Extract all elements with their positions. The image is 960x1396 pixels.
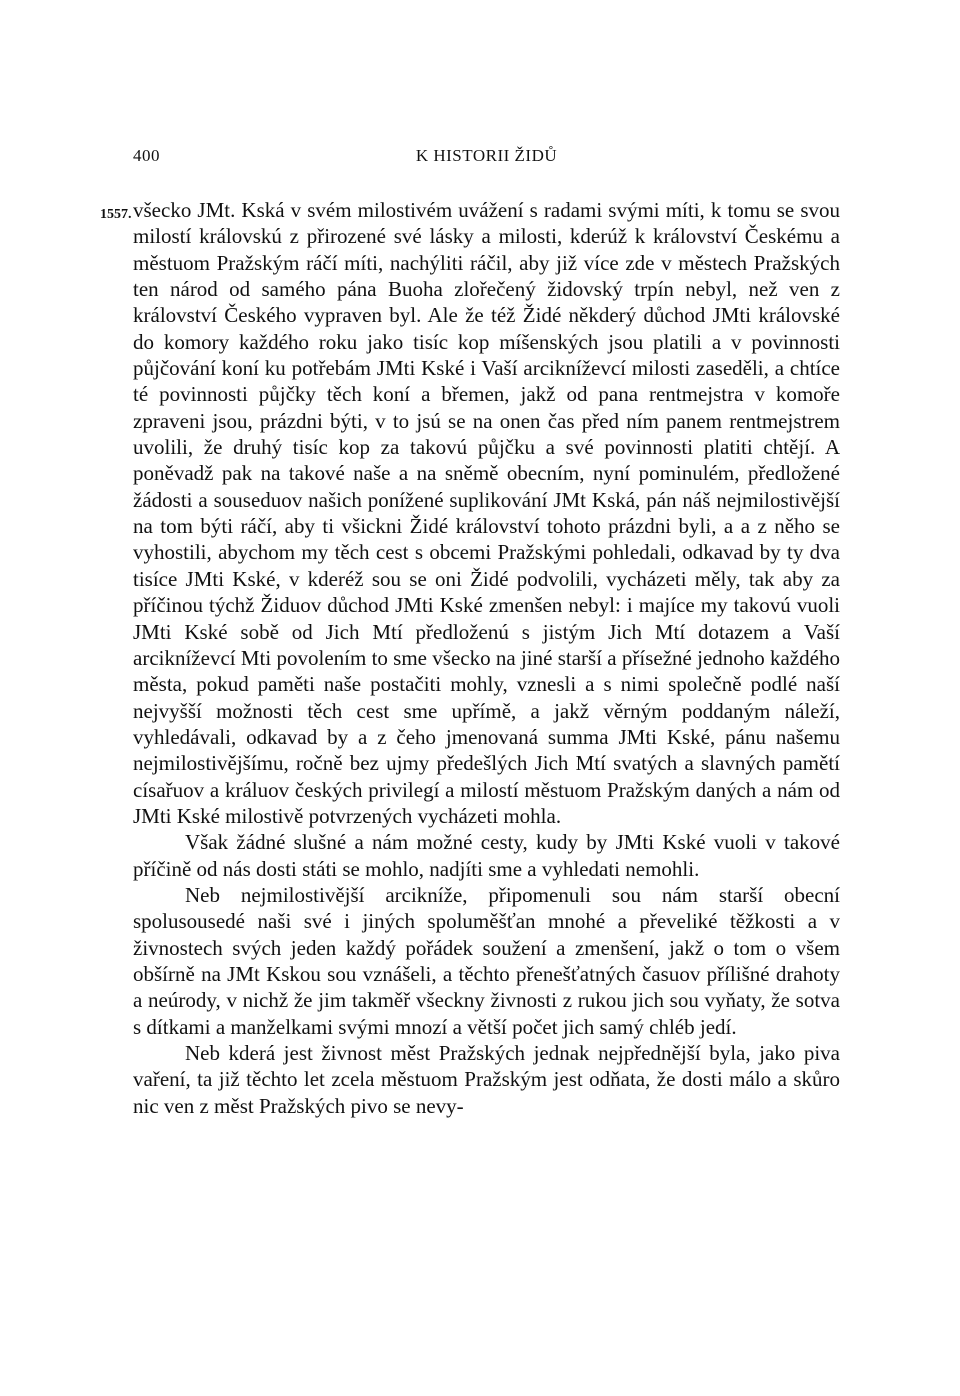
margin-year: 1557. bbox=[100, 207, 132, 222]
paragraph-1: všecko JMt. Kská v svém milostivém uvážení s radami svými míti, k tomu se svou milostí královskú z přirozené své lásky a milosti, kderúž k království Českému a městuom Pražským ráčí míti, nachýliti ráčil, aby již více zde v městech Pražských ten národ od samého pána Buoha zlořečený židovský trpín nebyl, než ven z království Českého vypraven byl. Ale že též Židé někderý důchod JMti královské do komory každého roku jako tisíc kop míšenských jsou platili a v povinnosti půjčování koní ku potřebám JMti Kské i Vaší arcikníževcí milosti zaseděli, a chtíce té povinnosti půjčky těch koní a břemen, jakž od pana rentmejstra v komoře zpraveni jsou, prázdni býti, v to jsú se na onen čas před ním panem rentmejstrem uvolili, že druhý tisíc kop za takovú půjčku a své povinnosti platiti chtějí. A poněvadž pak na takové naše a na sněmě obecním, nyní pominulém, předložené žádosti a souseduov našich ponížené suplikování JMt Kská, pán náš nejmilostivější na tom býti ráčí, aby ti všickni Židé království tohoto prázdni byli, a a z něho se vyhostili, abychom my těch cest s obcemi Pražskými pohledali, odkavad by ty dva tisíce JMti Kské, v kderéž sou se oni Židé podvolili, vycházeti měly, tak aby za příčinou týchž Židuov důchod JMti Kské zmenšen nebyl: i majíce my takovú vuoli JMti Kské sobě od Jich Mtí předloženú s jistým Jich Mtí dotazem a Vaší arcikníževcí Mti povolením to sme všecko na jiné starší a přísežné jednoho každého města, pokud paměti naše postačiti mohly, vznesli a s nimi společně podlé naší nejvyšší možnosti těch cest sme upřímě, a jakž věrným poddaným náleží, vyhledávali, odkavad by a z čeho jmenovaná summa JMti Kské, pánu našemu nejmilostivějšímu, ročně bez ujmy předešlých Jich Mtí svatých a slavných pamětí císařuov a králuov českých privilegí a milostí městuom Pražským daných a nám od JMti Kské milostivě potvrzených vycházeti mohla. bbox=[133, 198, 840, 828]
paragraph-2: Však žádné slušné a nám možné cesty, kudy by JMti Kské vuoli v takové příčině od nás dosti státi se mohlo, nadjíti sme a vyhledati nemohli. bbox=[133, 830, 840, 881]
paragraph-4: Neb kderá jest živnost měst Pražských jednak nejpřednější byla, jako piva vaření, ta již těchto let zcela městuom Pražským jest odňata, že dosti málo a skůro nic ven z měst Pražských pivo se nevy- bbox=[133, 1041, 840, 1118]
page-header bbox=[133, 146, 840, 170]
page-number: 400 bbox=[133, 146, 160, 165]
paragraph-3: Neb nejmilostivější arcikníže, připomenuli sou nám starší obecní spolusousedé naši své i jiných spoluměšťan mnohé a převeliké těžkosti a v živnostech svých jeden každý pořádek soužení a zmenšení, jakž o tom o všem obšírně na JMt Kskou sou vznášeli, a těchto přenešťatných časuov přílišné drahoty a neúrody, v nichž že jim takměř všeckny živnosti z rukou jich sou vyňaty, že sotva s dítkami a manželkami svými mnozí a větší počet jich samý chléb jedí. bbox=[133, 882, 840, 1039]
running-title: K HISTORII ŽIDŮ bbox=[415, 146, 558, 165]
body-text bbox=[133, 197, 840, 1119]
